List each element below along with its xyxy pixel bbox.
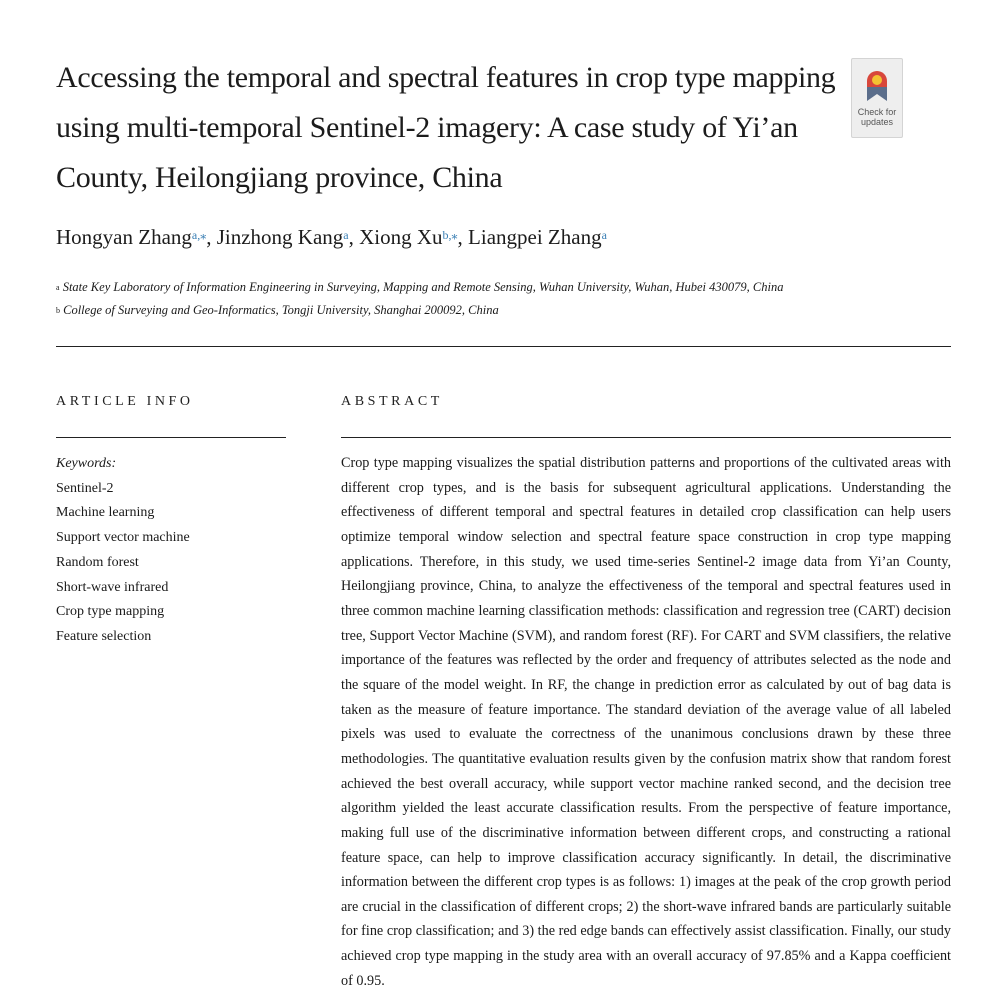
affiliation-mark: b	[56, 306, 60, 315]
author-affiliation-mark[interactable]: b,⁎	[442, 228, 458, 242]
affiliations	[56, 276, 956, 322]
badge-line-2: updates	[860, 117, 894, 127]
author-name[interactable]: Xiong Xu	[359, 225, 443, 249]
keyword[interactable]: Support vector machine	[56, 530, 190, 546]
check-for-updates-badge[interactable]	[851, 58, 903, 138]
affiliation-mark: a	[56, 283, 60, 292]
keywords-block	[56, 452, 296, 650]
badge-line-1: Check for	[857, 107, 897, 117]
keyword[interactable]: Crop type mapping	[56, 604, 165, 620]
keyword[interactable]: Short-wave infrared	[56, 579, 169, 595]
author-list	[56, 222, 936, 252]
keyword[interactable]: Machine learning	[56, 505, 155, 521]
author-separator: ,	[206, 225, 217, 249]
author-affiliation-mark[interactable]: a	[343, 228, 349, 242]
keywords-label: Keywords:	[56, 456, 117, 471]
header-divider	[56, 346, 951, 347]
affiliation	[56, 276, 956, 299]
keyword[interactable]: Sentinel-2	[56, 480, 114, 496]
author-affiliation-mark[interactable]: a	[601, 228, 607, 242]
author-affiliation-mark[interactable]: a,⁎	[191, 228, 207, 242]
crossmark-icon	[865, 67, 889, 103]
author-name[interactable]: Hongyan Zhang	[56, 225, 192, 249]
abstract-text: Crop type mapping visualizes the spatial distribution patterns and proportions of the cultivated areas with different crop types, and is the basis for subsequent agricultural applications. Understanding the effectiveness of different temporal and spectral features in detailed crop classification can help users optimize temporal window selection and spectral feature space construction in crop type mapping applications. Therefore, in this study, we used time-series Sentinel-2 image data from Yi’an County, Heilongjiang province, China, to analyze the effectiveness of the temporal and spectral features used in three common machine learning classification methods: classification and regression tree (CART) decision tree, Support Vector Machine (SVM), and random forest (RF). For CART and SVM classifiers, the relative importance of the features was reflected by the order and frequency of attributes selected as the node and the square of the model weight. In RF, the change in prediction error as calculated by out of bag data is taken as the measure of feature importance. The standard deviation of the average value of all labeled pixels was used to evaluate the correctness of the unanimous conclusions drawn by these three methodologies. The quantitative evaluation results given by the confusion matrix show that random forest achieved the best overall accuracy, while support vector machine ranked second, and the decision tree algorithm yielded the least accurate classification results. From the perspective of feature importance, making full use of the discriminative information between different crops, and constructing a rational feature space, can help to improve classification accuracy significantly. In detail, the discriminative information between the different crop types is as follows: 1) images at the peak of the crop growth period are crucial in the classification of different crops; 2) the short-wave infrared bands are particularly suitable for fine crop classification; and 3) the red edge bands can effectively assist classification. Finally, our study achieved crop type mapping in the study area with an overall accuracy of 97.85% and a Kappa coefficient of 0.95.	[341, 455, 951, 989]
abstract-heading: ABSTRACT	[341, 394, 443, 409]
affiliation-text: College of Surveying and Geo-Informatics, Tongji University, Shanghai 200092, China	[63, 303, 499, 317]
author-name[interactable]: Jinzhong Kang	[216, 225, 344, 249]
author-name[interactable]: Liangpei Zhang	[468, 225, 602, 249]
article-title: Accessing the temporal and spectral features in crop type mapping using multi-temporal Sentinel-2 imagery: A case study of Yi’an County, Heilongjiang province, China	[56, 61, 836, 194]
abstract-divider	[341, 437, 951, 438]
affiliation-text: State Key Laboratory of Information Engineering in Surveying, Mapping and Remote Sensing, Wuhan University, Wuhan, Hubei 430079, China	[62, 280, 784, 294]
article-info-heading: ARTICLE INFO	[56, 394, 194, 409]
article-info-divider	[56, 437, 286, 438]
keyword[interactable]: Random forest	[56, 554, 139, 570]
keyword[interactable]: Feature selection	[56, 628, 152, 644]
affiliation	[56, 299, 956, 322]
author-separator: ,	[457, 225, 469, 249]
author-separator: ,	[348, 225, 360, 249]
